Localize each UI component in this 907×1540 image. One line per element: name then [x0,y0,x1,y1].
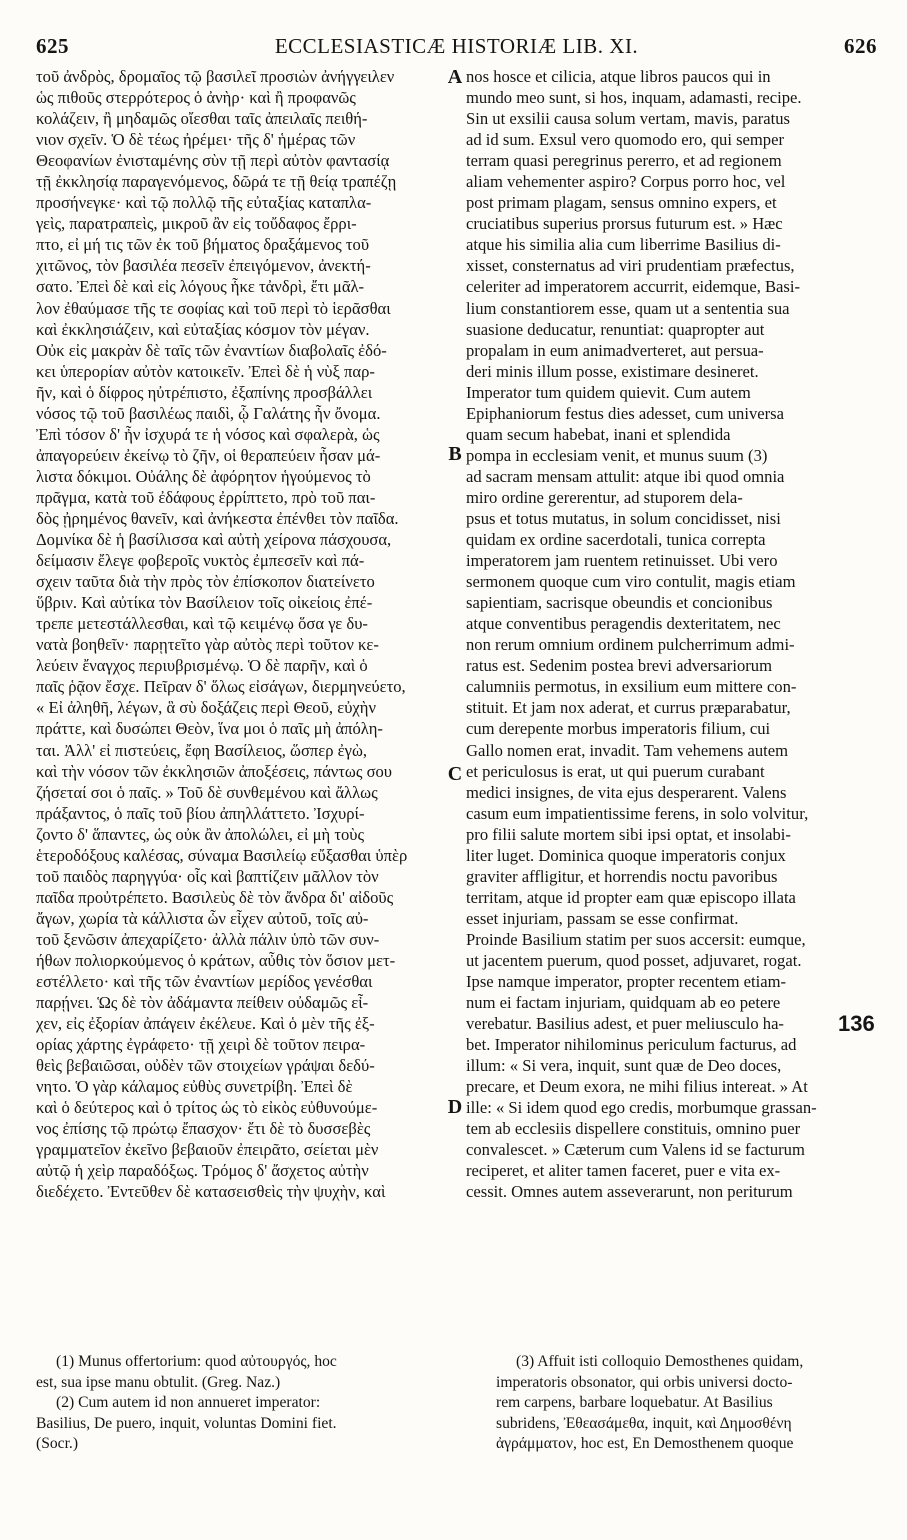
footnotes-right [496,1352,880,1455]
greek-text-line: τρεπε μετεστάλλεσθαι, καὶ τῷ κειμένῳ ὅσα γε δυ- [36,614,368,634]
latin-text-line: ut jacentem puerum, quod posset, adjuvaret, rogat. [466,950,802,970]
margin-marker-d: D [447,1096,463,1118]
greek-text-line: λεύειν ἔναγχος περιυβρισμένῳ. Ὁ δὲ παρῆν, καὶ ὁ [36,656,368,676]
greek-text-line: τοῦ ξενῶσιν ἀπεχαρίζετο· ἀλλὰ πάλιν ὑπὸ τῶν συν- [36,929,380,949]
page-number-left: 625 [36,34,69,58]
greek-text-line: λον ἐθαύμασε τῆς τε σοφίας καὶ τοῦ περὶ τὸ ἱερᾶσθαι [36,298,391,318]
greek-text-line: προσήνεγκε· καὶ τῷ πολλῷ τῆς εὐταξίας καταπλα- [36,193,372,213]
greek-text-line: τοῦ ἀνδρὸς, δρομαῖος τῷ βασιλεῖ προσιὼν ἀνήγγειλεν [36,67,395,86]
greek-text-line: ορίας χάρτης ἐγράφετο· τῇ χειρὶ δὲ τοῦτον πειρα- [36,1035,366,1055]
margin-marker-b: B [448,443,462,465]
greek-text-line: δὸς ᾐρημένος θανεῖν, καὶ ἀνήκεστα ἐπένθει τὸν παῖδα. [36,508,399,528]
greek-text-line: πράττε, καὶ δυσώπει Θεὸν, ἵνα μοι ὁ παῖς μὴ ἀπόλη- [36,719,383,739]
latin-text-line: esset injuriam, passam se esse confirmat. [466,908,739,928]
greek-text-line: αὐτῷ ἡ χεὶρ παραδόξως. Τρόμος δ' ἄσχετος αὐτὴν [36,1161,369,1181]
latin-text-line: pompa in ecclesiam venit, et munus suum (3) [466,445,768,465]
greek-text-line: ται. Ἀλλ' εἰ πιστεύεις, ἔφη Βασίλειος, ὥσπερ ἐγὼ, [36,740,368,760]
greek-text-line: γραμματεῖον ἐκεῖνο βεβαιοῦν ἐπειρᾶτο, σείεται μὲν [36,1140,379,1160]
latin-text-line: nos hosce et cilicia, atque libros paucos qui in [466,67,771,86]
latin-text-line: Sin ut exsilii causa solum vertam, mavis, paratus [466,109,790,129]
footnote-line: ἀγράμματον, hoc est, En Demosthenem quoque [496,1435,794,1452]
greek-text-line: Θεοφανίων ἐνισταμένης σὺν τῇ περὶ αὐτὸν φαντασίᾳ [36,151,390,171]
latin-text-line: illum: « Si vera, inquit, sunt quæ de Deo doces, [466,1056,782,1076]
footnote-line: (2) Cum autem id non annueret imperator: [56,1394,321,1411]
latin-text-line: post primam plagam, sensus omnino expers, et [466,193,777,213]
latin-text-line: quidam ex ordine sacerdotali, tunica correpta [466,530,766,550]
latin-text-line: graviter affligitur, et horrendis noctu pavoribus [466,866,778,886]
latin-text-line: pro filii salute mortem sibi ipsi optat, et insolabi- [466,824,791,844]
greek-text-line: σχειν ταῦτα διὰ τὴν πρὸς τὸν ἐπίσκοπον διατείνετο [36,572,375,592]
running-title: ECCLESIASTICÆ HISTORIÆ LIB. XI. [274,34,639,58]
margin-marker-c: C [447,763,463,785]
greek-text-line: νιον σχεῖν. Ὁ δὲ τέως ἠρέμει· τῆς δ' ἡμέρας τῶν [36,130,356,150]
latin-text-line: cessit. Omnes autem asseverarunt, non periturum [466,1182,793,1202]
greek-text-line: « Εἰ ἀληθῆ, λέγων, ἃ σὺ δοξάζεις περὶ Θεοῦ, εὐχὴν [36,698,376,718]
latin-text-line: ad id sum. Exsul vero quomodo ero, qui semper [466,130,784,150]
greek-text-line: διεδέχετο. Ἐντεῦθεν δὲ κατασεισθεὶς τὴν ψυχὴν, καὶ [36,1182,386,1202]
greek-text-line: ζήσεταί σοι ὁ παῖς. » Τοῦ δὲ συνθεμένου καὶ ἄλλως [36,782,378,802]
greek-text-line: ὡς πιθοῦς στερρότερος ὁ ἀνὴρ· καὶ ἢ προφανῶς [36,88,356,108]
greek-text-line: καὶ ὁ δεύτερος καὶ ὁ τρίτος ὡς τὸ εἰκὸς εὐθυνούμε- [36,1098,378,1118]
latin-text-line: calumniis permotus, in exsilium eum mittere con- [466,677,797,697]
footnotes-left [36,1352,450,1455]
greek-text-line: εστέλλετο· καὶ τῆς τῶν ἐναντίων μερίδος γενέσθαι [36,972,373,992]
latin-text-line: casum eum impatientissime ferens, in solo volvitur, [466,803,809,823]
greek-text-line: νητο. Ὁ γὰρ κάλαμος εὐθὺς συνετρίβη. Ἐπεὶ δὲ [36,1077,353,1097]
footnote-line: rem carpens, barbare loquebatur. At Basilius [496,1394,773,1411]
greek-text-line: νόσος τῷ τοῦ βασιλέως παιδὶ, ᾧ Γαλάτης ἦν ὄνομα. [36,403,381,423]
latin-text-column [466,66,880,1203]
greek-text-line: πτο, εἰ μή τις τῶν ἐκ τοῦ βήματος δραξάμενος τοῦ [36,235,370,255]
footnote-line: (3) Affuit isti colloquio Demosthenes quidam, [516,1353,804,1370]
footnote-line: (Socr.) [36,1435,79,1452]
latin-text-line: num ei factam injuriam, quidquam ab eo petere [466,993,781,1013]
latin-text-line: suasione deducatur, renuntiat: quapropter aut [466,319,765,339]
greek-text-line: πρᾶγμα, κατὰ τοῦ ἐδάφους ἐρρίπτετο, πρὸ τοῦ παι- [36,487,376,507]
greek-text-line: Ἐπὶ τόσον δ' ἦν ἰσχυρά τε ἡ νόσος καὶ σφαλερὰ, ὡς [36,424,380,444]
latin-text-line: liter luget. Dominica quoque imperatoris conjux [466,845,786,865]
greek-text-column [36,66,454,1203]
latin-text-line: xisset, consternatus ad viri prudentiam præfectus, [466,256,795,276]
latin-text-line: ad sacram mensam attulit: atque ibi quod omnia [466,466,785,486]
greek-text-line: θεὶς βεβαιῶσαι, οὐδὲν τῶν στοιχείων γράψαι δεδύ- [36,1056,375,1076]
greek-text-line: παῖδα προὐτρέπετο. Βασιλεὺς δὲ τὸν ἄνδρα δι' αἰδοῦς [36,887,394,907]
greek-text-line: κολάζειν, ἢ μηδαμῶς οἴεσθαι ταῖς ἀπειλαῖς πειθή- [36,109,368,129]
latin-text-line: non rerum omnium ordinem pulcherrimum admi- [466,635,795,655]
greek-text-line: δείμασιν ἔλεγε φοβεροῖς νυκτὸς ἐμπεσεῖν καὶ πά- [36,551,365,571]
latin-text-line: Epiphaniorum festus dies adesset, cum universa [466,403,784,423]
greek-text-line: ἑτεροδόξους καλέσας, σύναμα Βασιλείῳ εὔξασθαι ὑπὲρ [36,845,408,865]
latin-text-line: psus et totus mutatus, in solum concidisset, nisi [466,508,781,528]
greek-text-line: ῆν, καὶ ὁ δίφρος ηὐτρέπιστο, ἐξαπίνης προσβάλλει [36,382,373,402]
latin-text-line: mundo meo sunt, si hos, inquam, adamasti, recipe. [466,88,802,108]
latin-text-line: sapientiam, sacrisque obeundis et concionibus [466,593,773,613]
greek-text-line: τῇ ἐκκλησίᾳ παραγενόμενος, δῶρά τε τῇ θείᾳ τραπέζῃ [36,172,397,192]
footnote-line: est, sua ipse manu obtulit. (Greg. Naz.) [36,1373,281,1391]
greek-text-line: ἀπαγορεύειν ἐκείνῳ τὸ ζῆν, οἱ θεραπεύειν ἦσαν μά- [36,445,381,465]
latin-text-line: ratus est. Sedenim postea brevi adversariorum [466,656,772,676]
latin-text-line: Proinde Basilium statim per suos accersit: eumque, [466,929,806,949]
latin-text-line: Gallo nomen erat, invadit. Tam vehemens autem [466,740,789,760]
latin-text-line: cruciatibus superius prorsus futurum est. » Hæc [466,214,783,234]
latin-text-line: stituit. Et jam nox aderat, et currus præparabatur, [466,698,791,718]
latin-text-line: atque conventibus peragendis dexteritatem, nec [466,614,781,634]
greek-text-line: κει ὑπερορίαν αὐτὸν κατοικεῖν. Ἐπεὶ δὲ ἡ νὺξ παρ- [36,361,375,381]
greek-text-line: νατὰ βοηθεῖν· παρῃτεῖτο γὰρ αὐτὸς περὶ τοῦτον κε- [36,635,379,655]
latin-text-line: aliam vehementer aspiro? Corpus porro hoc, vel [466,172,786,192]
greek-text-line: γεὶς, παρατραπεὶς, μικροῦ ἂν εἰς τοὔδαφος ἔρρι- [36,214,357,234]
latin-text-line: deri minis illum posse, existimare desineret. [466,361,759,381]
latin-text-line: medici insignes, de vita ejus desperarent. Valens [466,782,787,802]
footnote-line: imperatoris obsonator, qui orbis universi docto- [496,1373,793,1391]
greek-text-line: νος ἐπίσης τῷ πρώτῳ ἔπασχον· ἔτι δὲ τὸ δυσσεβὲς [36,1119,371,1139]
greek-text-line: Οὐκ εἰς μακρὰν δὲ ταῖς τῶν ἐναντίων διαβολαῖς ἐδό- [36,340,387,360]
latin-text-line: Ipse namque imperator, propter recentem etiam- [466,972,787,992]
greek-text-line: Δομνίκα δὲ ἡ βασίλισσα καὶ αὐτὴ χείρονα πάσχουσα, [36,530,392,550]
latin-text-line: cum derepente morbus imperatoris filium, cui [466,719,771,739]
latin-text-line: tem ab ecclesiis dispellere constituis, omnino puer [466,1119,801,1139]
margin-number: 136 [838,1011,875,1036]
greek-text-line: ζοντο δ' ἅπαντες, ὡς οὐκ ἂν ἀπολώλει, εἰ μὴ τοὺς [36,824,365,844]
latin-text-line: propalam in eum animadverteret, aut persua- [466,340,764,360]
latin-text-line: miro ordine gererentur, ad stuporem dela- [466,487,743,507]
greek-text-line: χιτῶνος, τὸν βασιλέα πεσεῖν ἐπειγόμενον, ἀνεκτή- [36,256,371,276]
footnote-line: subridens, Ἐθεασάμεθα, inquit, καὶ Δημοσθένη [496,1414,792,1432]
greek-text-line: ἄγων, χωρία τὰ κάλλιστα ὧν εἶχεν αὐτοῦ, τοῖς αὐ- [36,908,369,928]
latin-text-line: lium constantiorem esse, quam ut a sententia sua [466,298,790,318]
footnote-line: (1) Munus offertorium: quod αὐτουργός, hoc [56,1353,337,1370]
latin-text-line: Imperator tum quidem quievit. Cum autem [466,382,751,402]
greek-text-line: παρῄνει. Ὡς δὲ τὸν ἀδάμαντα πείθειν οὐδαμῶς εἶ- [36,993,369,1013]
greek-text-line: πράξαντος, ὁ παῖς τοῦ βίου ἀπηλλάττετο. Ἰσχυρί- [36,803,365,823]
latin-text-line: imperatorem jam ruentem retinuisset. Ubi vero [466,551,778,571]
latin-text-line: precare, et Deum exora, ne mihi filius intereat. » At [466,1077,808,1097]
page-number-right: 626 [844,34,877,58]
latin-text-line: territam, atque id propter eam quæ episcopo illata [466,887,796,907]
greek-text-line: χεν, εἰς ἐξορίαν ἀπάγειν ἐκέλευε. Καὶ ὁ μὲν τῆς ἐξ- [36,1014,375,1034]
latin-text-line: convalescet. » Cæterum cum Valens id se facturum [466,1140,805,1160]
latin-text-line: reciperet, et aliter tamen faceret, puer e vita ex- [466,1161,781,1181]
latin-text-line: verebatur. Basilius adest, et puer meliusculo ha- [466,1014,784,1034]
running-header [36,30,877,60]
latin-text-line: atque his similia alia cum liberrime Basilius di- [466,235,781,255]
latin-text-line: celeriter ad imperatorem accurrit, eidemque, Basi- [466,277,801,297]
latin-text-line: quam secum habebat, inani et splendida [466,424,731,444]
greek-text-line: λιστα δόκιμοι. Οὐάλης δὲ ἀφόρητον ἡγούμενος τὸ [36,466,371,486]
greek-text-line: σατο. Ἐπεὶ δὲ καὶ εἰς λόγους ἧκε τἀνδρὶ, ἔτι μᾶλ- [36,277,365,297]
latin-text-line: sermonem quoque cum viro contulit, magis etiam [466,572,796,592]
greek-text-line: καὶ τὴν νόσον τῶν ἐκκλησιῶν ἀποξέσεις, πάντως σου [36,761,393,781]
latin-text-line: bet. Imperator nihilominus periculum facturus, ad [466,1035,797,1055]
latin-text-line: terram quasi peregrinus pererro, et ad regionem [466,151,782,171]
greek-text-line: ήθων πολιορκούμενος ὁ κράτων, αὖθις τὸν ὅσιον μετ- [36,950,396,970]
greek-text-line: παῖς ῥᾷον ἔσχε. Πεῖραν δ' ὅλως εἰσάγων, διερμηνεύετο, [36,677,406,697]
footnote-line: Basilius, De puero, inquit, voluntas Domini fiet. [36,1414,337,1432]
margin-marker-a: A [447,66,463,88]
greek-text-line: καὶ ἐκκλησιάζειν, καὶ εὐταξίας κόσμον τὸν μέγαν. [36,319,370,339]
latin-text-line: ille: « Si idem quod ego credis, morbumque grassan- [466,1098,817,1118]
greek-text-line: τοῦ παιδὸς παρηγγύα· οἷς καὶ βαπτίζειν μᾶλλον τὸν [36,866,379,886]
greek-text-line: ὕβριν. Καὶ αὐτίκα τὸν Βασίλειον τοῖς οἰκείοις ἐπέ- [36,593,373,613]
latin-text-line: et periculosus is erat, ut qui puerum curabant [466,761,765,781]
